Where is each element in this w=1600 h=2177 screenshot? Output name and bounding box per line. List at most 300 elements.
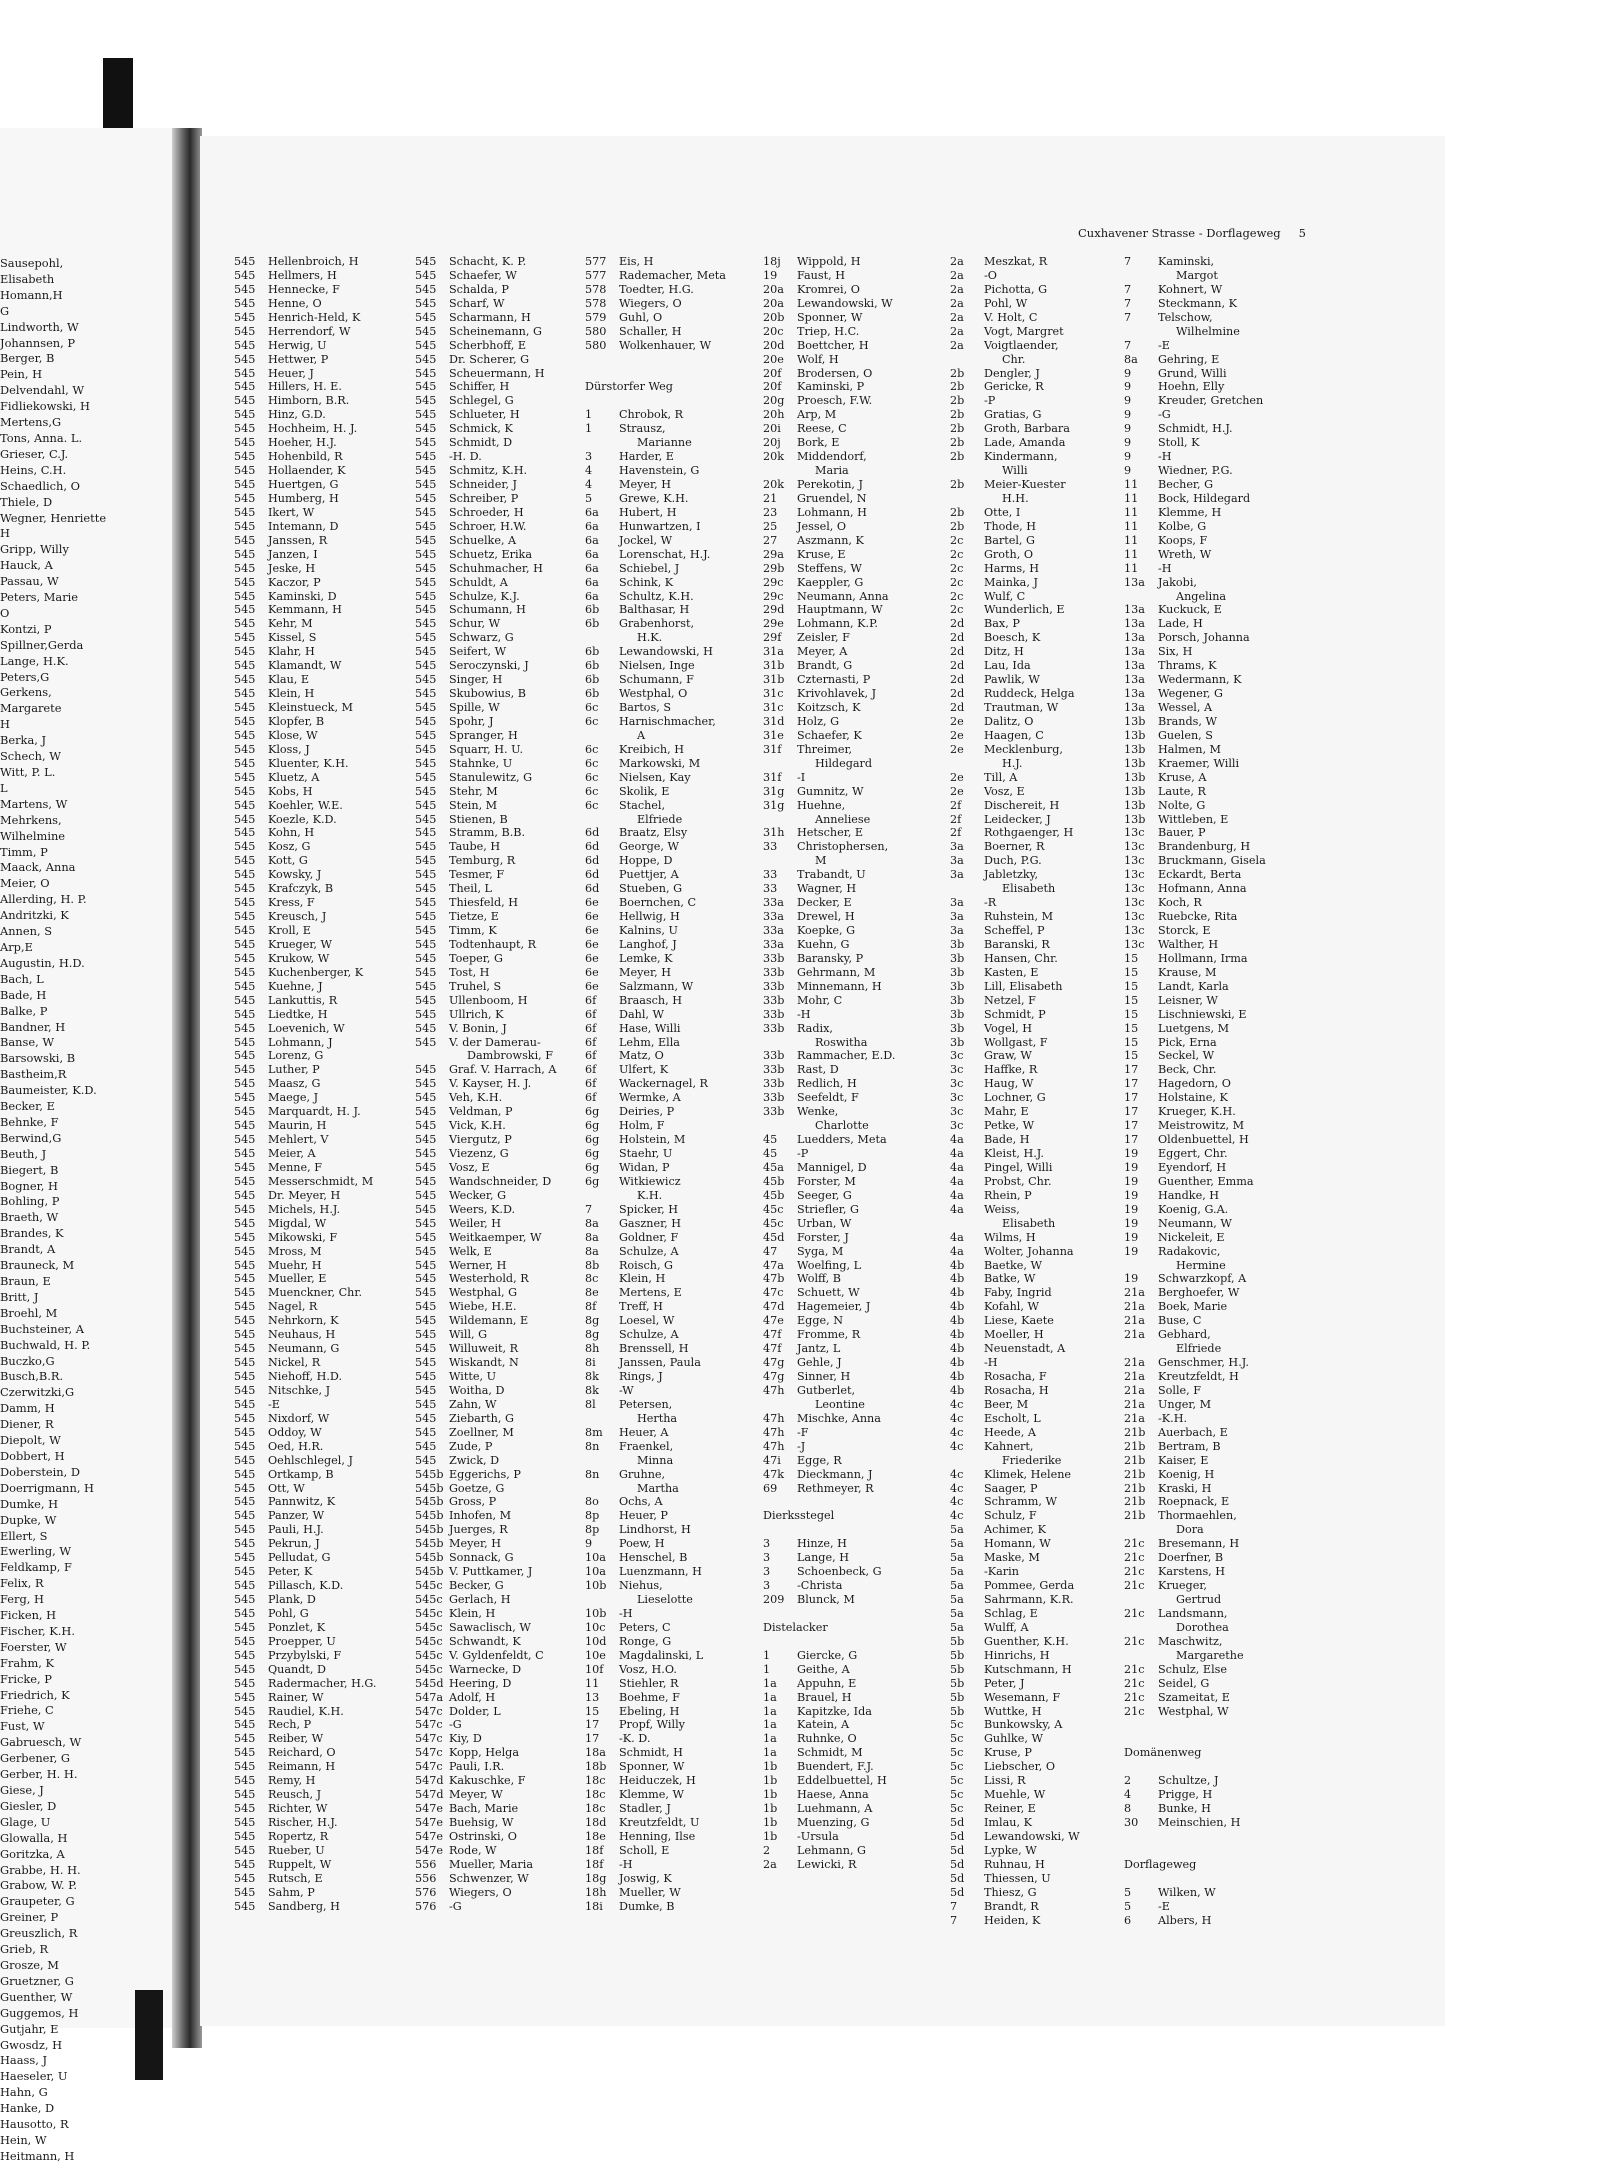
house-number: 3 — [763, 1551, 771, 1565]
house-number: 18d — [585, 1816, 607, 1829]
resident-name: Haffke, R — [984, 1063, 1038, 1077]
resident-name: Stienen, B — [449, 812, 508, 826]
left-page-entry: Gruetzner, G — [0, 1973, 74, 1988]
house-number: 9 — [1124, 422, 1132, 436]
directory-entry — [1124, 325, 1266, 339]
directory-entry — [415, 1412, 557, 1426]
left-page-entry: Meier, O — [0, 876, 50, 891]
directory-column-6 — [1124, 255, 1266, 1928]
house-number: 5d — [950, 1857, 965, 1871]
directory-entry — [950, 1022, 1080, 1036]
resident-name: Roepnack, E — [1158, 1495, 1230, 1509]
house-number: 6g — [585, 1133, 600, 1147]
directory-entry — [585, 1830, 726, 1844]
resident-name: Ullenboom, H — [449, 993, 528, 1007]
resident-name: -Ursula — [797, 1829, 839, 1843]
house-number: 47 — [763, 1244, 778, 1258]
house-number: 21a — [1124, 1328, 1145, 1342]
directory-entry — [585, 980, 726, 994]
resident-name: Kehr, M — [268, 617, 313, 631]
directory-entry — [585, 1147, 726, 1161]
house-number: 17 — [585, 1718, 600, 1732]
resident-name: Kleinstueck, M — [268, 701, 354, 714]
resident-name: -Karin — [984, 1565, 1019, 1579]
resident-name: Fraenkel, — [619, 1439, 674, 1453]
resident-name: Roswitha — [815, 1035, 868, 1049]
house-number: 545 — [415, 547, 437, 561]
directory-entry — [585, 771, 726, 785]
house-number: 6c — [585, 784, 599, 798]
directory-entry — [1124, 520, 1266, 534]
directory-entry — [415, 659, 557, 673]
resident-name: Klemme, H — [1158, 505, 1222, 519]
house-number — [585, 729, 619, 743]
house-number: 545 — [415, 1063, 437, 1077]
house-number: 69 — [763, 1481, 778, 1495]
resident-name: Meszkat, R — [984, 255, 1048, 268]
directory-entry — [950, 325, 1080, 339]
resident-name: Kohnert, W — [1158, 282, 1223, 296]
resident-name: Lewicki, R — [797, 1857, 857, 1871]
house-number: 7 — [1124, 282, 1132, 296]
resident-name: Lissi, R — [984, 1774, 1026, 1788]
house-number: 545 — [234, 394, 256, 408]
left-page-entry: Tons, Anna. L. — [0, 430, 83, 445]
resident-name: Holstaine, K — [1158, 1091, 1228, 1105]
resident-name: Schaller, H — [619, 324, 682, 338]
resident-name: Zoellner, M — [449, 1425, 514, 1439]
resident-name: Westphal, G — [449, 1286, 518, 1300]
directory-entry — [234, 1091, 377, 1105]
house-number: 6e — [585, 937, 599, 951]
directory-entry — [950, 283, 1080, 297]
resident-name: Landt, Karla — [1158, 979, 1229, 993]
resident-name: Liese, Kaete — [984, 1314, 1054, 1328]
resident-name: Pauli, H.J. — [268, 1523, 324, 1537]
directory-entry — [763, 938, 895, 952]
house-number: 545 — [415, 812, 437, 826]
directory-entry — [415, 283, 557, 297]
house-number: 45d — [763, 1230, 785, 1244]
resident-name: Jockel, W — [619, 533, 673, 547]
directory-entry — [234, 994, 377, 1008]
directory-entry — [763, 743, 895, 757]
directory-entry — [1124, 576, 1266, 590]
resident-name: Thiesz, G — [984, 1885, 1037, 1899]
left-page-entry: Greuszlich, R — [0, 1926, 78, 1941]
house-number: 7 — [950, 1899, 958, 1913]
directory-entry — [585, 826, 726, 840]
left-page-entry: Gripp, Willy — [0, 542, 69, 557]
house-number: 4a — [950, 1230, 964, 1244]
resident-name: Klamandt, W — [268, 659, 342, 673]
resident-name: Hoehn, Elly — [1158, 380, 1225, 394]
house-number: 19 — [1124, 1202, 1139, 1216]
directory-entry — [585, 757, 726, 771]
left-page-entry: Johannsen, P — [0, 335, 76, 350]
house-number: 6f — [585, 1035, 597, 1049]
directory-entry — [585, 1872, 726, 1886]
directory-entry — [585, 1649, 726, 1663]
house-number: 7 — [1124, 255, 1132, 268]
left-page-entry: H — [0, 526, 10, 541]
directory-entry — [763, 701, 895, 715]
resident-name: Meyer, H — [619, 965, 672, 979]
house-number: 17 — [1124, 1119, 1139, 1133]
house-number: 545 — [234, 1160, 256, 1174]
left-page-entry: Gwosdz, H — [0, 2037, 63, 2052]
house-number: 545 — [234, 1676, 256, 1690]
resident-name: Steckmann, K — [1158, 296, 1237, 310]
resident-name: Koch, R — [1158, 896, 1202, 910]
resident-name: Koezle, K.D. — [268, 812, 337, 826]
house-number: 545 — [415, 561, 437, 575]
resident-name: V. Holt, C — [984, 310, 1038, 324]
directory-entry — [1124, 1036, 1266, 1050]
directory-entry — [763, 1036, 895, 1050]
house-number: 545b — [415, 1467, 444, 1481]
resident-name: Hofmann, Anna — [1158, 882, 1247, 896]
house-number: 545 — [415, 924, 437, 937]
resident-name: Stueben, G — [619, 882, 683, 896]
directory-entry — [950, 1300, 1080, 1314]
house-number: 47h — [763, 1439, 785, 1453]
directory-entry — [763, 520, 895, 534]
directory-entry — [234, 1565, 377, 1579]
resident-name: Thiessen, U — [984, 1871, 1051, 1885]
resident-name: Temburg, R — [449, 854, 516, 868]
resident-name: Hagemeier, J — [797, 1300, 871, 1314]
directory-entry — [585, 868, 726, 882]
resident-name: Walther, H — [1158, 937, 1219, 951]
directory-entry — [950, 1551, 1080, 1565]
resident-name: Dr. Meyer, H — [268, 1188, 341, 1202]
house-number: 31b — [763, 659, 785, 673]
directory-entry — [415, 1816, 557, 1830]
resident-name: Haese, Anna — [797, 1788, 869, 1802]
directory-entry — [1124, 743, 1266, 757]
house-number: 17 — [1124, 1133, 1139, 1147]
house-number: 545 — [415, 1230, 437, 1244]
house-number: 5d — [950, 1885, 965, 1899]
directory-entry — [585, 673, 726, 687]
directory-entry — [763, 1551, 895, 1565]
directory-entry — [950, 617, 1080, 631]
directory-entry — [1124, 854, 1266, 868]
resident-name: Schacht, K. P. — [449, 255, 527, 268]
resident-name: Muehle, W — [984, 1788, 1046, 1802]
resident-name: Sponner, W — [619, 1760, 685, 1774]
directory-entry — [1124, 464, 1266, 478]
house-number: 545 — [415, 1133, 437, 1147]
resident-name: Taube, H — [449, 840, 501, 854]
resident-name: Gutberlet, — [797, 1383, 856, 1397]
resident-name: Boek, Marie — [1158, 1300, 1228, 1314]
left-page-entry: Ficken, H — [0, 1608, 57, 1623]
house-number: 4a — [950, 1188, 964, 1202]
house-number: 545 — [234, 993, 256, 1007]
directory-entry — [763, 1788, 895, 1802]
resident-name: Minna — [637, 1453, 674, 1467]
house-number: 5a — [950, 1606, 964, 1620]
house-number: 545 — [415, 701, 437, 714]
resident-name: Unger, M — [1158, 1397, 1212, 1411]
house-number: 2d — [950, 687, 965, 701]
house-number: 3 — [585, 450, 593, 464]
house-number: 13a — [1124, 673, 1145, 687]
resident-name: Voigtlaender, — [984, 338, 1059, 352]
directory-entry — [415, 854, 557, 868]
left-page-entry: Pein, H — [0, 367, 43, 382]
house-number: 29b — [763, 561, 785, 575]
resident-name: Rast, D — [797, 1063, 839, 1077]
resident-name: Goldner, F — [619, 1230, 679, 1244]
directory-entry — [763, 1412, 895, 1426]
house-number: 545 — [415, 1244, 437, 1258]
left-page-entry: Spillner,Gerda — [0, 637, 84, 652]
resident-name: Ruppelt, W — [268, 1857, 332, 1871]
resident-name: Brandt, R — [984, 1899, 1039, 1913]
house-number — [763, 1036, 797, 1050]
resident-name: Oehlschlegel, J — [268, 1453, 353, 1467]
house-number: 545 — [234, 1077, 256, 1091]
resident-name: Wildemann, E — [449, 1314, 529, 1328]
left-page-entry: Gabruesch, W — [0, 1735, 82, 1750]
directory-entry — [415, 1495, 557, 1509]
directory-entry — [950, 868, 1080, 882]
house-number — [1124, 1593, 1158, 1607]
resident-name: Seefeldt, F — [797, 1091, 859, 1105]
directory-entry — [950, 1607, 1080, 1621]
resident-name: Werner, H — [449, 1258, 507, 1272]
directory-entry — [950, 1886, 1080, 1900]
resident-name: Maske, M — [984, 1551, 1040, 1565]
resident-name: Klose, W — [268, 728, 318, 742]
resident-name: Rech, P — [268, 1718, 312, 1732]
directory-entry — [415, 353, 557, 367]
directory-entry — [234, 854, 377, 868]
resident-name: Wedermann, K — [1158, 673, 1242, 687]
resident-name: Pelludat, G — [268, 1551, 331, 1565]
house-number: 19 — [1124, 1244, 1139, 1258]
resident-name: Klein, H — [619, 1272, 666, 1286]
directory-entry — [1124, 882, 1266, 896]
house-number: 545 — [234, 1383, 256, 1397]
directory-entry — [763, 771, 895, 785]
resident-name: Gerlach, H — [449, 1593, 511, 1606]
directory-entry — [950, 1621, 1080, 1635]
house-number: 5d — [950, 1816, 965, 1829]
directory-entry — [763, 645, 895, 659]
directory-entry — [585, 1621, 726, 1635]
resident-name: Gratias, G — [984, 408, 1042, 422]
directory-entry — [950, 1398, 1080, 1412]
left-page-entry: Glowalla, H — [0, 1830, 68, 1845]
house-number — [1124, 1523, 1158, 1537]
house-number: 545 — [415, 937, 437, 951]
left-page-entry: Berka, J — [0, 733, 47, 748]
directory-entry — [234, 1705, 377, 1719]
house-number: 545 — [415, 464, 437, 478]
directory-entry — [1124, 1077, 1266, 1091]
directory-entry — [1124, 715, 1266, 729]
resident-name: Maria — [815, 464, 849, 478]
resident-name: -H. D. — [449, 450, 482, 464]
left-page-entry: O — [0, 605, 10, 620]
directory-entry — [1124, 1509, 1266, 1523]
house-number: 545 — [415, 255, 437, 268]
house-number: 11 — [1124, 533, 1139, 547]
resident-name: Kreutzfeldt, U — [619, 1816, 700, 1829]
house-number: 7 — [1124, 310, 1132, 324]
resident-name: Schultze, J — [1158, 1774, 1219, 1788]
resident-name: Heering, D — [449, 1676, 512, 1690]
directory-entry — [763, 757, 895, 771]
resident-name: Jessel, O — [797, 519, 847, 533]
house-number: 13c — [1124, 854, 1145, 868]
resident-name: Hunwartzen, I — [619, 519, 701, 533]
house-number: 4c — [950, 1411, 964, 1425]
resident-name: Faby, Ingrid — [984, 1286, 1052, 1300]
resident-name: Schroeder, H — [449, 505, 524, 519]
directory-entry — [234, 422, 377, 436]
resident-name: Kuchenberger, K — [268, 965, 364, 979]
house-number: 545 — [234, 937, 256, 951]
house-number: 13a — [1124, 701, 1145, 714]
directory-entry — [585, 506, 726, 520]
house-number: 545 — [234, 324, 256, 338]
resident-name: Kott, G — [268, 854, 308, 868]
house-number: 545 — [234, 1216, 256, 1230]
house-number: 2b — [950, 505, 965, 519]
directory-entry — [1124, 1175, 1266, 1189]
house-number — [950, 492, 984, 506]
directory-entry — [234, 548, 377, 562]
directory-entry — [763, 1203, 895, 1217]
resident-name: Rosacha, F — [984, 1370, 1047, 1383]
directory-entry — [1124, 1816, 1266, 1830]
directory-entry — [763, 1105, 895, 1119]
directory-entry — [234, 938, 377, 952]
directory-entry — [585, 1245, 726, 1259]
directory-entry — [585, 1356, 726, 1370]
resident-name: Wolter, Johanna — [984, 1244, 1074, 1258]
house-number: 6f — [585, 1063, 597, 1077]
resident-name: Rischer, H.J. — [268, 1816, 338, 1829]
house-number: 545 — [234, 1147, 256, 1160]
left-page-name-list — [0, 256, 106, 2165]
house-number: 545 — [234, 1425, 256, 1439]
house-number: 2b — [950, 394, 965, 408]
resident-name: Chrobok, R — [619, 408, 684, 422]
house-number: 31c — [763, 687, 784, 701]
house-number: 545 — [234, 965, 256, 979]
directory-entry — [763, 1259, 895, 1273]
house-number: 5c — [950, 1732, 964, 1746]
resident-name: -G — [1158, 408, 1171, 422]
house-number: 2a — [950, 310, 964, 324]
house-number: 18c — [585, 1802, 606, 1816]
house-number: 2a — [950, 255, 964, 268]
directory-entry — [415, 436, 557, 450]
house-number: 576 — [415, 1885, 437, 1899]
house-number: 545 — [234, 1397, 256, 1411]
house-number: 15 — [585, 1704, 600, 1718]
resident-name: Panzer, W — [268, 1509, 325, 1523]
resident-name: Kohn, H — [268, 826, 315, 840]
resident-name: Baransky, P — [797, 951, 864, 965]
directory-entry — [415, 1858, 557, 1872]
resident-name: Boesch, K — [984, 631, 1041, 645]
resident-name: Groth, Barbara — [984, 422, 1070, 436]
directory-entry — [950, 1217, 1080, 1231]
resident-name: -E — [268, 1397, 280, 1411]
resident-name: Hellmers, H — [268, 268, 337, 282]
house-number: 15 — [1124, 1007, 1139, 1021]
street-heading — [585, 380, 726, 394]
resident-name: Saager, P — [984, 1481, 1038, 1495]
left-page-entry: Bastheim,R — [0, 1067, 67, 1082]
house-number: 2e — [950, 728, 964, 742]
resident-name: Neuhaus, H — [268, 1328, 336, 1342]
directory-entry — [1124, 1342, 1266, 1356]
left-page-entry: Lindworth, W — [0, 319, 79, 334]
house-number: 17 — [1124, 1105, 1139, 1119]
left-page-edge — [0, 128, 172, 2163]
house-number: 13c — [1124, 937, 1145, 951]
directory-entry — [950, 673, 1080, 687]
directory-entry — [234, 603, 377, 617]
directory-entry — [415, 1175, 557, 1189]
resident-name: Grewe, K.H. — [619, 491, 689, 505]
house-number: 2c — [950, 603, 964, 617]
house-number: 545 — [415, 673, 437, 687]
house-number — [1124, 1830, 1158, 1844]
house-number — [1124, 1732, 1158, 1746]
house-number: 4 — [585, 478, 593, 491]
resident-name: Steffens, W — [797, 561, 862, 575]
directory-entry — [415, 1342, 557, 1356]
directory-entry — [763, 297, 895, 311]
directory-entry — [763, 1384, 895, 1398]
house-number: 2a — [950, 268, 964, 282]
house-number: 545 — [234, 1272, 256, 1286]
directory-entry — [950, 631, 1080, 645]
resident-name: -J — [797, 1439, 806, 1453]
resident-name: Nehrkorn, K — [268, 1314, 339, 1328]
resident-name: Hennecke, F — [268, 282, 340, 296]
directory-entry — [234, 1412, 377, 1426]
house-number: 2c — [950, 547, 964, 561]
house-number: 6f — [585, 1077, 597, 1091]
resident-name: Menne, F — [268, 1160, 322, 1174]
house-number: 21c — [1124, 1662, 1145, 1676]
resident-name: Baranski, R — [984, 937, 1050, 951]
resident-name: Bartel, G — [984, 533, 1035, 547]
house-number: 545 — [234, 1634, 256, 1648]
directory-entry — [234, 757, 377, 771]
resident-name: Imlau, K — [984, 1816, 1032, 1829]
house-number: 545c — [415, 1579, 443, 1593]
left-page-entry: Ewerling, W — [0, 1544, 72, 1559]
house-number: 31f — [763, 770, 782, 784]
directory-entry — [763, 1370, 895, 1384]
directory-entry — [234, 1718, 377, 1732]
house-number: 545 — [234, 1746, 256, 1760]
house-number: 3b — [950, 993, 965, 1007]
house-number: 3c — [950, 1063, 964, 1077]
house-number: 1b — [763, 1788, 778, 1802]
